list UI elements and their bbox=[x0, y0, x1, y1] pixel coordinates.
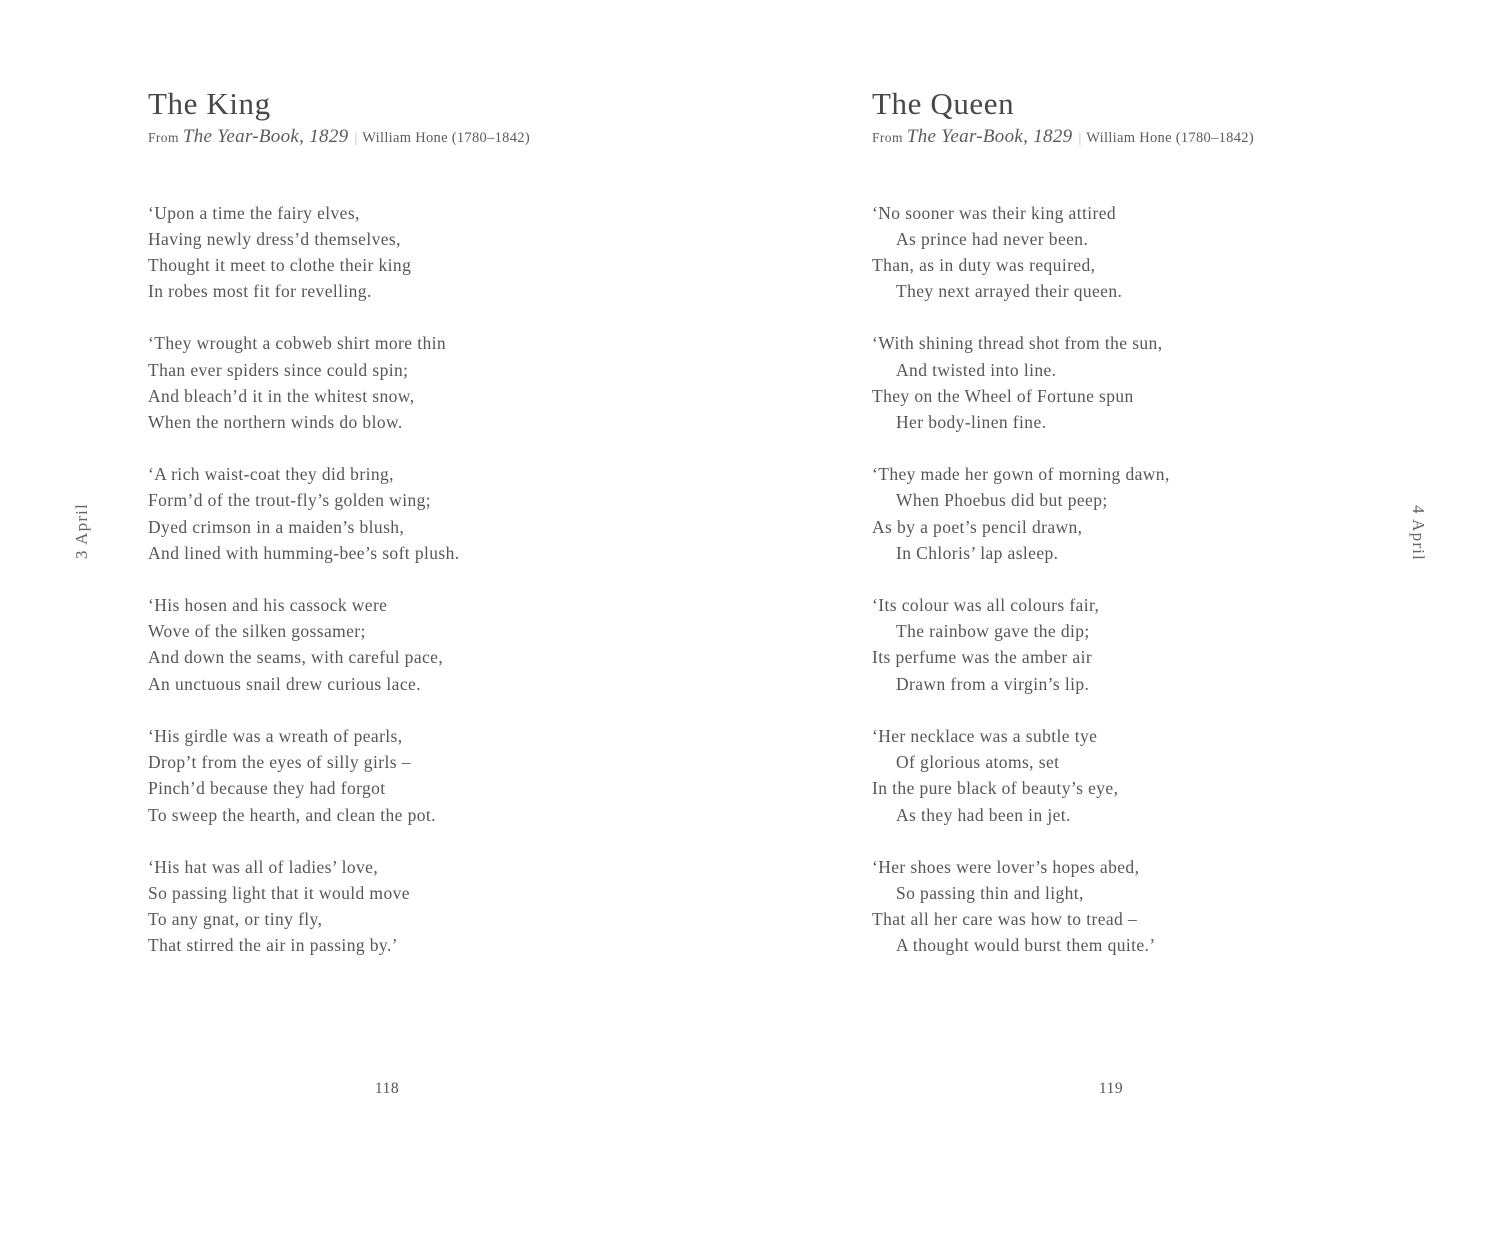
poem-line: ‘They made her gown of morning dawn, bbox=[872, 464, 1170, 485]
poem-line: Its perfume was the amber air bbox=[872, 647, 1093, 668]
margin-date-right: 4 April bbox=[1409, 504, 1428, 562]
poem-line: Pinch’d because they had forgot bbox=[148, 778, 386, 799]
page-left bbox=[148, 0, 626, 1240]
poem-line: That all her care was how to tread – bbox=[872, 909, 1138, 930]
poem-line: And bleach’d it in the whitest snow, bbox=[148, 385, 415, 406]
poem-line: Having newly dress’d themselves, bbox=[148, 228, 401, 249]
poem-line: When the northern winds do blow. bbox=[148, 412, 403, 433]
subtitle-author: William Hone (1780–1842) bbox=[1086, 129, 1254, 146]
subtitle-source-title: The Year-Book, 1829 bbox=[906, 125, 1073, 147]
stanza bbox=[148, 854, 626, 959]
margin-date-left: 3 April bbox=[72, 502, 91, 560]
subtitle-from-label: From bbox=[872, 129, 903, 145]
poem-title-right: The Queen bbox=[872, 86, 1015, 121]
poem-line: And lined with humming-bee’s soft plush. bbox=[148, 542, 460, 563]
stanza bbox=[872, 723, 1350, 828]
poem-line: So passing thin and light, bbox=[896, 882, 1084, 903]
poem-line: And twisted into line. bbox=[896, 359, 1057, 380]
poem-line: They next arrayed their queen. bbox=[896, 281, 1123, 302]
page-number-right: 119 bbox=[1098, 1080, 1124, 1097]
poem-line: To sweep the hearth, and clean the pot. bbox=[148, 804, 436, 825]
poem-line: As prince had never been. bbox=[896, 228, 1089, 249]
poem-line: A thought would burst them quite.’ bbox=[896, 935, 1156, 956]
stanza bbox=[872, 330, 1350, 435]
poem-title-left: The King bbox=[148, 86, 271, 121]
poem-line: To any gnat, or tiny fly, bbox=[148, 909, 323, 930]
poem-body-left bbox=[148, 200, 626, 959]
stanza bbox=[872, 592, 1350, 697]
stanza bbox=[148, 461, 626, 566]
poem-line: They on the Wheel of Fortune spun bbox=[872, 385, 1134, 406]
subtitle-from-label: From bbox=[148, 129, 179, 145]
poem-line: Than ever spiders since could spin; bbox=[148, 359, 409, 380]
poem-line: In robes most fit for revelling. bbox=[148, 281, 372, 302]
stanza bbox=[872, 461, 1350, 566]
stanza bbox=[148, 330, 626, 435]
stanza bbox=[148, 200, 626, 305]
poem-body-right bbox=[872, 200, 1350, 959]
poem-line: And down the seams, with careful pace, bbox=[148, 647, 444, 668]
stanza bbox=[872, 200, 1350, 305]
stanza bbox=[148, 723, 626, 828]
page-right bbox=[872, 0, 1350, 1240]
poem-subtitle-right bbox=[872, 126, 1350, 148]
poem-line: Of glorious atoms, set bbox=[896, 752, 1060, 773]
poem-line: ‘His girdle was a wreath of pearls, bbox=[148, 725, 403, 746]
poem-line: Form’d of the trout-fly’s golden wing; bbox=[148, 490, 432, 511]
stanza bbox=[872, 854, 1350, 959]
poem-line: In the pure black of beauty’s eye, bbox=[872, 778, 1119, 799]
poem-line: Drawn from a virgin’s lip. bbox=[896, 673, 1090, 694]
page-number-left: 118 bbox=[374, 1080, 400, 1097]
poem-line: Drop’t from the eyes of silly girls – bbox=[148, 752, 411, 773]
poem-line: As by a poet’s pencil drawn, bbox=[872, 516, 1083, 537]
poem-line: ‘A rich waist-coat they did bring, bbox=[148, 464, 394, 485]
poem-line: Her body-linen fine. bbox=[896, 412, 1047, 433]
poem-line: An unctuous snail drew curious lace. bbox=[148, 673, 421, 694]
subtitle-source-title: The Year-Book, 1829 bbox=[182, 125, 349, 147]
poem-line: The rainbow gave the dip; bbox=[896, 621, 1090, 642]
poem-line: ‘His hat was all of ladies’ love, bbox=[148, 856, 379, 877]
poem-line: ‘With shining thread shot from the sun, bbox=[872, 333, 1163, 354]
poem-line: ‘No sooner was their king attired bbox=[872, 202, 1117, 223]
poem-line: ‘Upon a time the fairy elves, bbox=[148, 202, 360, 223]
subtitle-divider: | bbox=[354, 130, 358, 146]
poem-line: In Chloris’ lap asleep. bbox=[896, 542, 1059, 563]
poem-line: ‘They wrought a cobweb shirt more thin bbox=[148, 333, 447, 354]
poem-line: Dyed crimson in a maiden’s blush, bbox=[148, 516, 405, 537]
poem-line: Thought it meet to clothe their king bbox=[148, 255, 412, 276]
poem-line: That stirred the air in passing by.’ bbox=[148, 935, 398, 956]
poem-line: ‘His hosen and his cassock were bbox=[148, 595, 388, 616]
poem-line: As they had been in jet. bbox=[896, 804, 1071, 825]
poem-line: ‘Her shoes were lover’s hopes abed, bbox=[872, 856, 1140, 877]
poem-line: Than, as in duty was required, bbox=[872, 255, 1096, 276]
poem-line: So passing light that it would move bbox=[148, 882, 410, 903]
stanza bbox=[148, 592, 626, 697]
poem-subtitle-left bbox=[148, 126, 626, 148]
poem-line: Wove of the silken gossamer; bbox=[148, 621, 366, 642]
poem-line: When Phoebus did but peep; bbox=[896, 490, 1108, 511]
poem-line: ‘Her necklace was a subtle tye bbox=[872, 725, 1098, 746]
poem-line: ‘Its colour was all colours fair, bbox=[872, 595, 1100, 616]
subtitle-divider: | bbox=[1078, 130, 1082, 146]
subtitle-author: William Hone (1780–1842) bbox=[362, 129, 530, 146]
